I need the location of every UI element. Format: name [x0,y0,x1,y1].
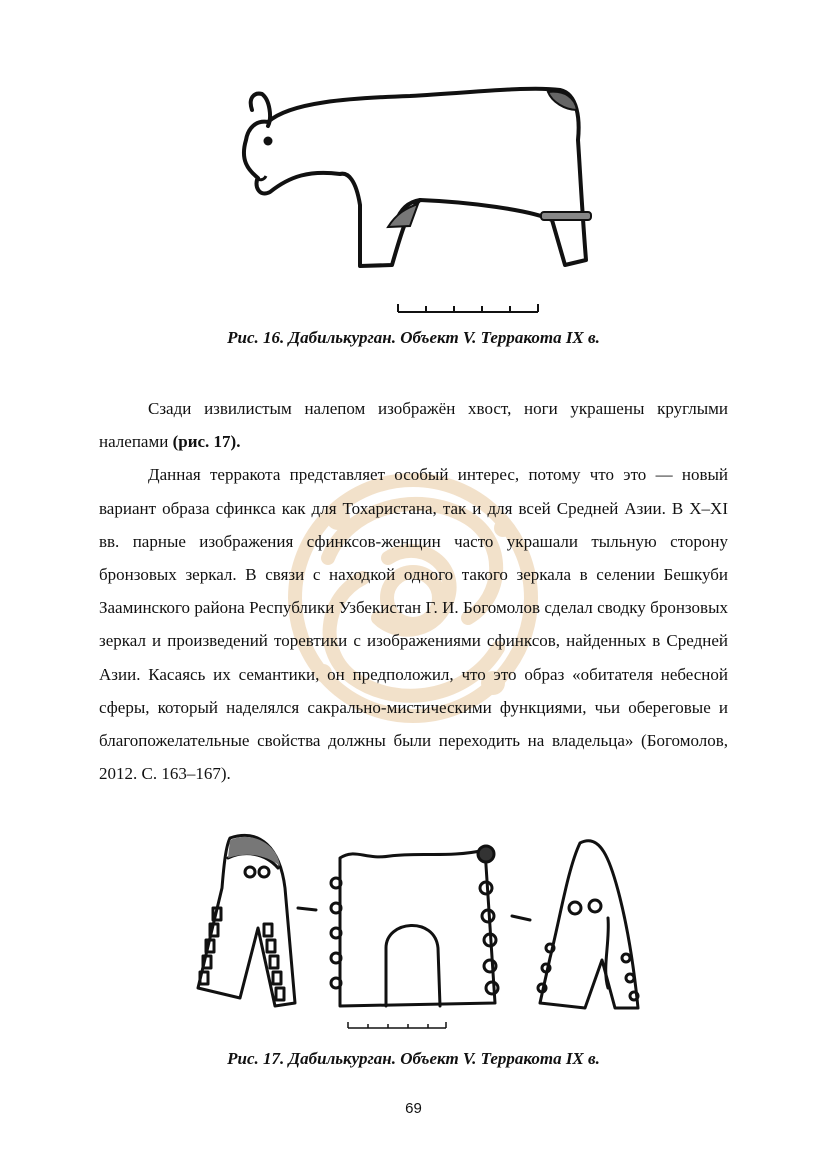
figure-17-caption [0,1049,827,1069]
figure-16-caption [0,328,827,348]
figure-16-caption-text: Дабилькурган. Объект V. Терракота IX в. [288,328,600,347]
figure-17-caption-prefix: Рис. 17. [227,1049,285,1068]
figure-17-drawing [190,828,650,1038]
paragraph-1-text: Сзади извилистым налепом изображён хвост, ноги украшены круглыми налепами [99,399,728,452]
figure-17-caption-text: Дабилькурган. Объект V. Терракота IX в. [288,1049,600,1068]
paragraph-1 [99,392,728,458]
paragraph-2: Данная терракота представляет особый интерес, потому что это — новый вариант образа сфинкса как для Тохаристана, так и для всей Средней Азии. В X–XI вв. парные изображения сфинксов-женщин часто украшали тыльную сторону бронзовых зеркал. В связи с находкой одного такого зеркала в селении Бешкуби Зааминского района Республики Узбекистан Г. И. Богомолов сделал сводку бронзовых зеркал и произведений торевтики с изображениями сфинксов, найденных в Средней Азии. Касаясь их семантики, он предположил, что это образ «обитателя небесной сферы, который наделялся сакрально-мистическими функциями, чьи обереговые и благопожелательные свойства должны были переходить на владельца» (Богомолов, 2012. С. 163–167). [99,465,728,784]
body-text [99,392,728,790]
page-number: 69 [405,1100,422,1117]
figure-17-reference: (рис. 17). [172,432,241,452]
figure-16-drawing [230,80,610,320]
figure-16-caption-prefix: Рис. 16. [227,328,285,347]
